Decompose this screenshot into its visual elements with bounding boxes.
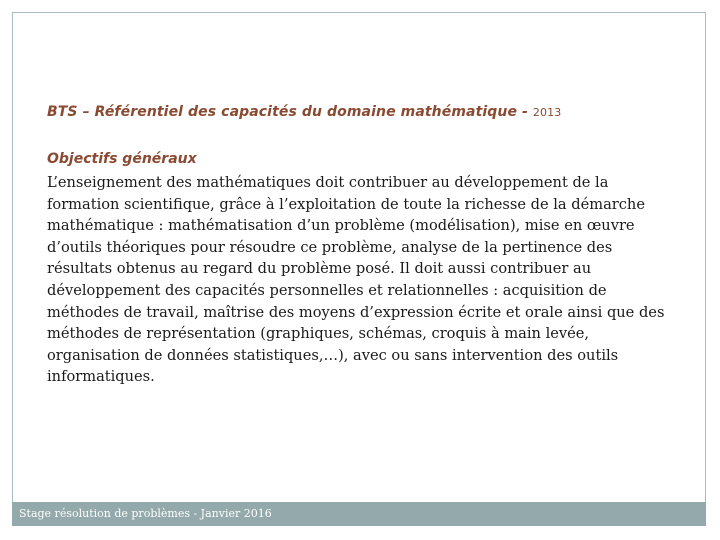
section-heading: Objectifs généraux <box>47 151 197 167</box>
slide-title <box>47 104 687 120</box>
slide-title-main: BTS – Référentiel des capacités du domaine mathématique - <box>47 104 533 120</box>
footer-text: Stage résolution de problèmes - Janvier 2016 <box>19 507 272 520</box>
slide-title-year: 2013 <box>532 106 562 119</box>
body-paragraph: L’enseignement des mathématiques doit contribuer au développement de la formation scientifique, grâce à l’exploitation de toute la richesse de la démarche mathématique : mathématisation d’un problème (modélisation), mise en œuvre d’outils théoriques pour résoudre ce problème, analyse de la pertinence des résultats obtenus au regard du problème posé. Il doit aussi contribuer au développement des capacités personnelles et relationnelles : acquisition de méthodes de travail, maîtrise des moyens d’expression écrite et orale ainsi que des méthodes de représentation (graphiques, schémas, croquis à main levée, organisation de données statistiques,…), avec ou sans intervention des outils informatiques. <box>47 174 665 386</box>
